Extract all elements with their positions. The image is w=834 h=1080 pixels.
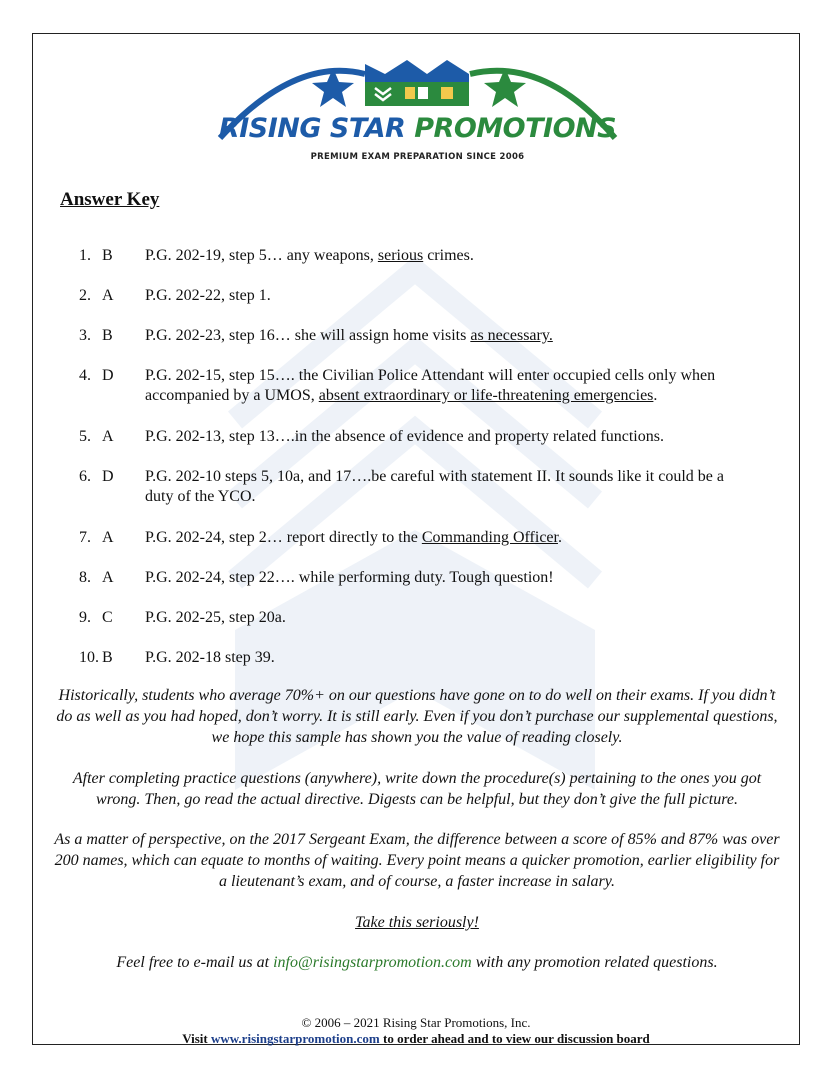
answer-letter: A	[102, 529, 114, 546]
logo-wordmark: RISING STAR PROMOTIONS	[218, 113, 617, 144]
note-perspective: As a matter of perspective, on the 2017 Sergeant Exam, the difference between a score of 85% and 87% was over 200 names, which can equate to months of waiting. Every point means a quicker promotion, earlier eligibility for a lieutenant’s exam, and of course, a faster increase in salary.	[54, 831, 780, 890]
answer-reference: P.G. 202-24, step 22…. while performing duty. Tough question!	[145, 569, 554, 586]
answer-number: 3.	[79, 327, 91, 344]
answer-number: 4.	[79, 367, 91, 384]
answer-reference: P.G. 202-18 step 39.	[145, 649, 275, 666]
answer-reference: P.G. 202-19, step 5… any weapons, serious crimes.	[145, 247, 474, 264]
footer-copyright: © 2006 – 2021 Rising Star Promotions, Inc.	[301, 1015, 531, 1030]
logo-tagline: PREMIUM EXAM PREPARATION SINCE 2006	[310, 152, 525, 162]
answer-letter: D	[102, 367, 114, 384]
answer-letter: C	[102, 609, 113, 626]
answer-reference: P.G. 202-13, step 13….in the absence of evidence and property related functions.	[145, 428, 664, 445]
answer-number: 10.	[79, 649, 99, 666]
answer-number: 8.	[79, 569, 91, 586]
answer-number: 6.	[79, 468, 91, 485]
note-email: Feel free to e-mail us at info@risingstarpromotion.com with any promotion related questions.	[116, 954, 718, 971]
answer-letter: A	[102, 428, 114, 445]
website-link[interactable]: www.risingstarpromotion.com	[210, 1031, 380, 1046]
answer-number: 9.	[79, 609, 91, 626]
answer-reference: P.G. 202-24, step 2… report directly to the Commanding Officer.	[145, 529, 562, 546]
answer-number: 7.	[79, 529, 91, 546]
answer-reference: P.G. 202-10 steps 5, 10a, and 17….be careful with statement II. It sounds like it could be a duty of the YCO.	[145, 468, 724, 505]
answer-reference: P.G. 202-23, step 16… she will assign home visits as necessary.	[145, 327, 553, 344]
answer-number: 5.	[79, 428, 91, 445]
rising-star-logo	[215, 46, 620, 176]
answer-number: 2.	[79, 287, 91, 304]
answer-letter: B	[102, 327, 113, 344]
answer-letter: D	[102, 468, 114, 485]
answer-letter: B	[102, 247, 113, 264]
answer-number: 1.	[79, 247, 91, 264]
answer-key-heading: Answer Key	[60, 189, 160, 210]
note-historical: Historically, students who average 70%+ on our questions have gone on to do well on their exams. If you didn’t do as well as you had hoped, don’t worry. It is still early. Even if you don’t purchase our supplemental questions, we hope this sample has shown you the value of reading closely.	[56, 687, 778, 746]
answer-reference: P.G. 202-25, step 20a.	[145, 609, 286, 626]
note-practice: After completing practice questions (anywhere), write down the procedure(s) pertaining to the ones you got wrong. Then, go read the actual directive. Digests can be helpful, but they don’t give the full picture.	[72, 770, 762, 808]
answer-letter: A	[102, 287, 114, 304]
answer-letter: A	[102, 569, 114, 586]
answer-reference: P.G. 202-22, step 1.	[145, 287, 271, 304]
note-take-seriously: Take this seriously!	[355, 914, 479, 931]
answer-reference: P.G. 202-15, step 15…. the Civilian Police Attendant will enter occupied cells only when accompanied by a UMOS, absent extraordinary or life-threatening emergencies.	[145, 367, 716, 404]
footer-visit: Visit www.risingstarpromotion.com to order ahead and to view our discussion board	[182, 1031, 650, 1046]
answer-letter: B	[102, 649, 113, 666]
email-link[interactable]: info@risingstarpromotion.com	[273, 954, 472, 971]
